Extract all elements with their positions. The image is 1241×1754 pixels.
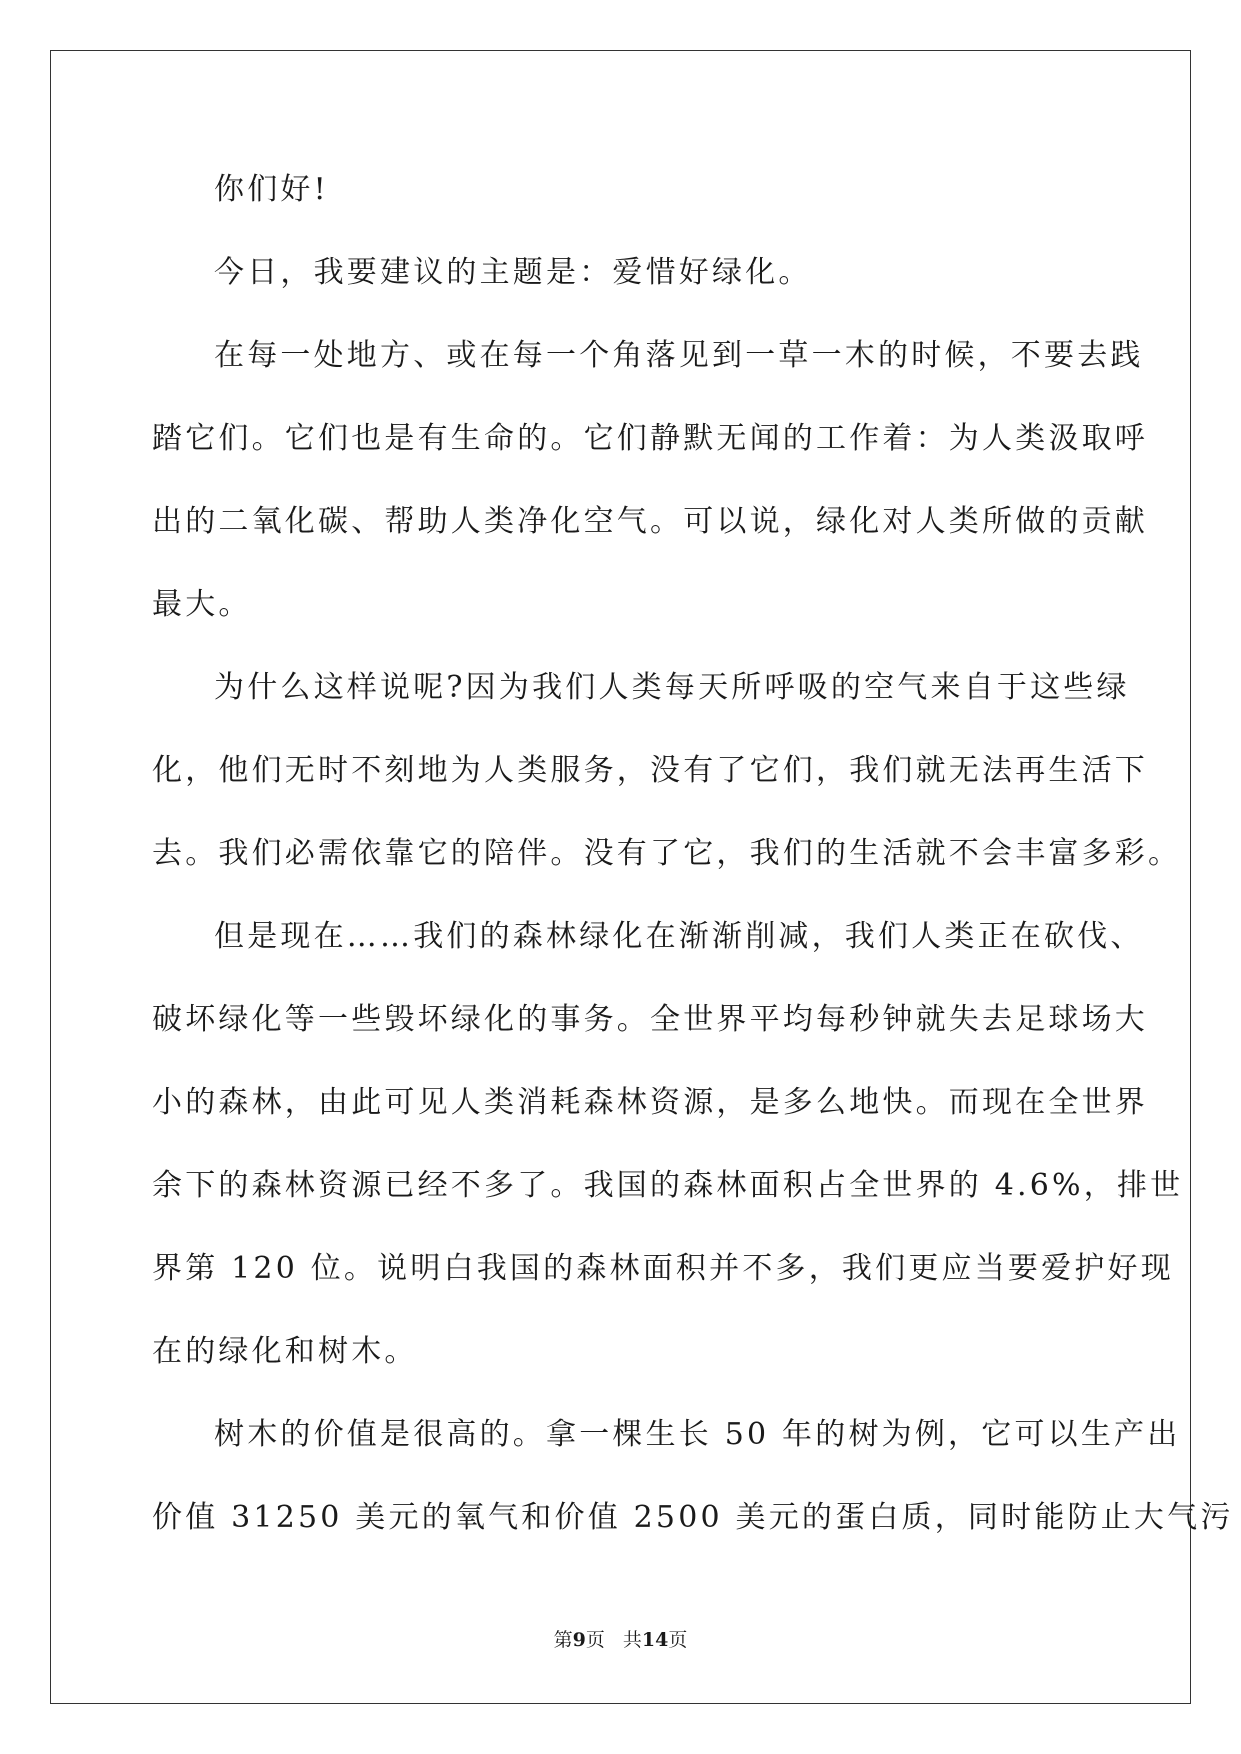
- text-line: 但是现在……我们的森林绿化在渐渐削减，我们人类正在砍伐、: [214, 919, 1144, 954]
- text-line: 破坏绿化等一些毁坏绿化的事务。全世界平均每秒钟就失去足球场大: [152, 1002, 1148, 1037]
- page-number: 9: [572, 1629, 586, 1651]
- text-line: 为什么这样说呢?因为我们人类每天所呼吸的空气来自于这些绿: [214, 670, 1130, 705]
- text-line: 你们好!: [214, 172, 329, 207]
- text-line: 小的森林，由此可见人类消耗森林资源，是多么地快。而现在全世界: [152, 1085, 1148, 1120]
- total-pages: 14: [641, 1629, 669, 1651]
- total-prefix: 共: [622, 1629, 642, 1651]
- text-line: 树木的价值是很高的。拿一棵生长 50 年的树为例，它可以生产出: [214, 1417, 1181, 1452]
- text-line: 去。我们必需依靠它的陪伴。没有了它，我们的生活就不会丰富多彩。: [152, 836, 1182, 871]
- text-line: 最大。: [152, 587, 252, 622]
- total-unit: 页: [668, 1629, 688, 1651]
- text-line: 界第 120 位。说明白我国的森林面积并不多，我们更应当要爱护好现: [152, 1251, 1174, 1286]
- text-line: 化，他们无时不刻地为人类服务，没有了它们，我们就无法再生活下: [152, 753, 1148, 788]
- text-line: 踏它们。它们也是有生命的。它们静默无闻的工作着：为人类汲取呼: [152, 421, 1148, 456]
- document-body: [152, 165, 1234, 1576]
- text-line: 在的绿化和树木。: [152, 1334, 418, 1369]
- text-line: 价值 31250 美元的氧气和价值 2500 美元的蛋白质，同时能防止大气污: [152, 1500, 1234, 1535]
- page-prefix: 第: [553, 1629, 573, 1651]
- text-line: 在每一处地方、或在每一个角落见到一草一木的时候，不要去践: [214, 338, 1144, 373]
- page-footer: [0, 1628, 1241, 1652]
- text-line: 出的二氧化碳、帮助人类净化空气。可以说，绿化对人类所做的贡献: [152, 504, 1148, 539]
- text-line: 余下的森林资源已经不多了。我国的森林面积占全世界的 4.6%，排世: [152, 1168, 1184, 1203]
- text-line: 今日，我要建议的主题是：爱惜好绿化。: [214, 255, 812, 290]
- page-unit: 页: [585, 1629, 605, 1651]
